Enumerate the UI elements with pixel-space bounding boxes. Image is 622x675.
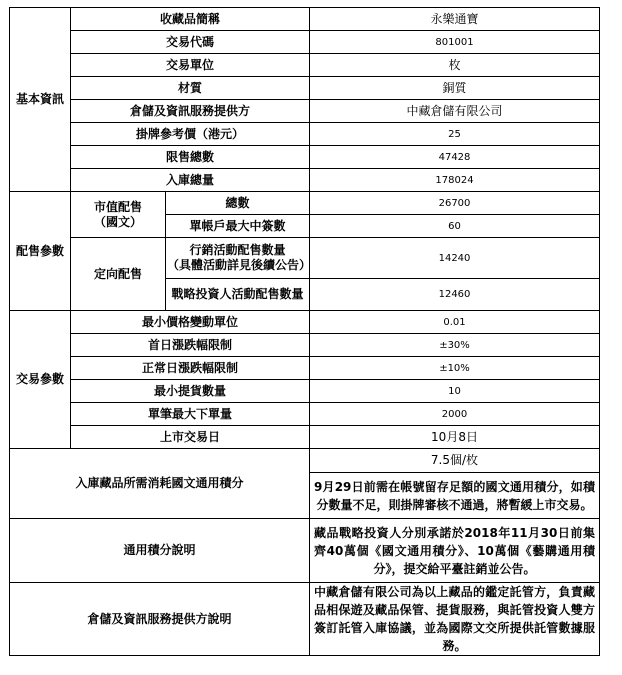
- basic-row: [10, 100, 600, 123]
- sales-activity-label: [166, 238, 310, 279]
- storage-text: 中藏倉儲有限公司為以上藏品的鑑定託管方，負責藏品相保遊及藏品保管、提貨服務，與託管投資人雙方簽訂託管入庫協議，並為國際文交所提供託管數據服務。: [310, 583, 600, 656]
- points-label: 通用積分說明: [10, 519, 310, 583]
- sales-activity-label-line2: （具體活動詳見後續公告）: [167, 258, 312, 272]
- investor-activity-value: 12460: [310, 279, 600, 311]
- basic-row: [10, 54, 600, 77]
- placement-row: [10, 192, 600, 215]
- basic-row-value: 47428: [310, 146, 600, 169]
- fee-note: 9月29日前需在帳號留存足額的國文通用積分，如積分數量不足，則掛牌審核不通過，將暫緩上市交易。: [310, 473, 600, 519]
- basic-row-label: 倉儲及資訊服務提供方: [71, 100, 310, 123]
- trading-row: [10, 311, 600, 334]
- trading-row-value: 2000: [310, 403, 600, 426]
- basic-row-label: 入庫總量: [71, 169, 310, 192]
- trading-row: [10, 426, 600, 449]
- fee-row: [10, 449, 600, 473]
- trading-row: [10, 357, 600, 380]
- market-max-label: 單帳戶最大中簽數: [166, 215, 310, 238]
- trading-row: [10, 403, 600, 426]
- basic-row: [10, 123, 600, 146]
- trading-row-label: 首日漲跌幅限制: [71, 334, 310, 357]
- basic-row-label: 限售總數: [71, 146, 310, 169]
- market-total-value: 26700: [310, 192, 600, 215]
- placement-row: [10, 238, 600, 279]
- basic-row-label: 材質: [71, 77, 310, 100]
- basic-row-label: 交易單位: [71, 54, 310, 77]
- trading-row-value: ±30%: [310, 334, 600, 357]
- section-label-basic: 基本資訊: [10, 8, 71, 192]
- basic-row: [10, 169, 600, 192]
- basic-row-value: 178024: [310, 169, 600, 192]
- basic-row-label: 掛牌參考價（港元）: [71, 123, 310, 146]
- directed-placement-label: 定向配售: [71, 238, 166, 311]
- trading-row-label: 正常日漲跌幅限制: [71, 357, 310, 380]
- investor-activity-label: 戰略投資人活動配售數量: [166, 279, 310, 311]
- sales-activity-value: 14240: [310, 238, 600, 279]
- issuance-info-sheet: [9, 7, 600, 656]
- fee-label: 入庫藏品所需消耗國文通用積分: [10, 449, 310, 519]
- collectible-parameters-table: [9, 7, 600, 656]
- basic-row-value: 25: [310, 123, 600, 146]
- basic-row-label: 收藏品簡稱: [71, 8, 310, 31]
- basic-row-label: 交易代碼: [71, 31, 310, 54]
- basic-row-value: 中藏倉儲有限公司: [310, 100, 600, 123]
- basic-row: [10, 146, 600, 169]
- basic-row: [10, 8, 600, 31]
- trading-row-value: 10: [310, 380, 600, 403]
- sales-activity-label-line1: 行銷活動配售數量: [189, 243, 286, 257]
- points-row: [10, 519, 600, 583]
- trading-row-value: ±10%: [310, 357, 600, 380]
- market-placement-label-line1: 市值配售: [93, 199, 142, 214]
- section-label-placement: 配售參數: [10, 192, 71, 311]
- points-text: 藏品戰略投資人分別承諾於2018年11月30日前集齊40萬個《國文通用積分》、10萬個《藝購通用積分》，提交給平臺註銷並公告。: [310, 519, 600, 583]
- market-placement-label: [71, 192, 166, 238]
- trading-row-label: 上市交易日: [71, 426, 310, 449]
- basic-row: [10, 31, 600, 54]
- market-placement-label-line2: （國文）: [93, 214, 142, 229]
- trading-row-value: 0.01: [310, 311, 600, 334]
- section-label-trading: 交易參數: [10, 311, 71, 449]
- storage-row: [10, 583, 600, 656]
- trading-row: [10, 380, 600, 403]
- market-max-value: 60: [310, 215, 600, 238]
- trading-row: [10, 334, 600, 357]
- basic-row: [10, 77, 600, 100]
- trading-row-label: 最小價格變動單位: [71, 311, 310, 334]
- trading-row-label: 最小提貨數量: [71, 380, 310, 403]
- storage-label: 倉儲及資訊服務提供方說明: [10, 583, 310, 656]
- trading-row-label: 單筆最大下單量: [71, 403, 310, 426]
- basic-row-value: 銅質: [310, 77, 600, 100]
- trading-row-value: 10月8日: [310, 426, 600, 449]
- basic-row-value: 801001: [310, 31, 600, 54]
- market-total-label: 總數: [166, 192, 310, 215]
- basic-row-value: 枚: [310, 54, 600, 77]
- fee-value: 7.5個/枚: [310, 449, 600, 473]
- basic-row-value: 永樂通寶: [310, 8, 600, 31]
